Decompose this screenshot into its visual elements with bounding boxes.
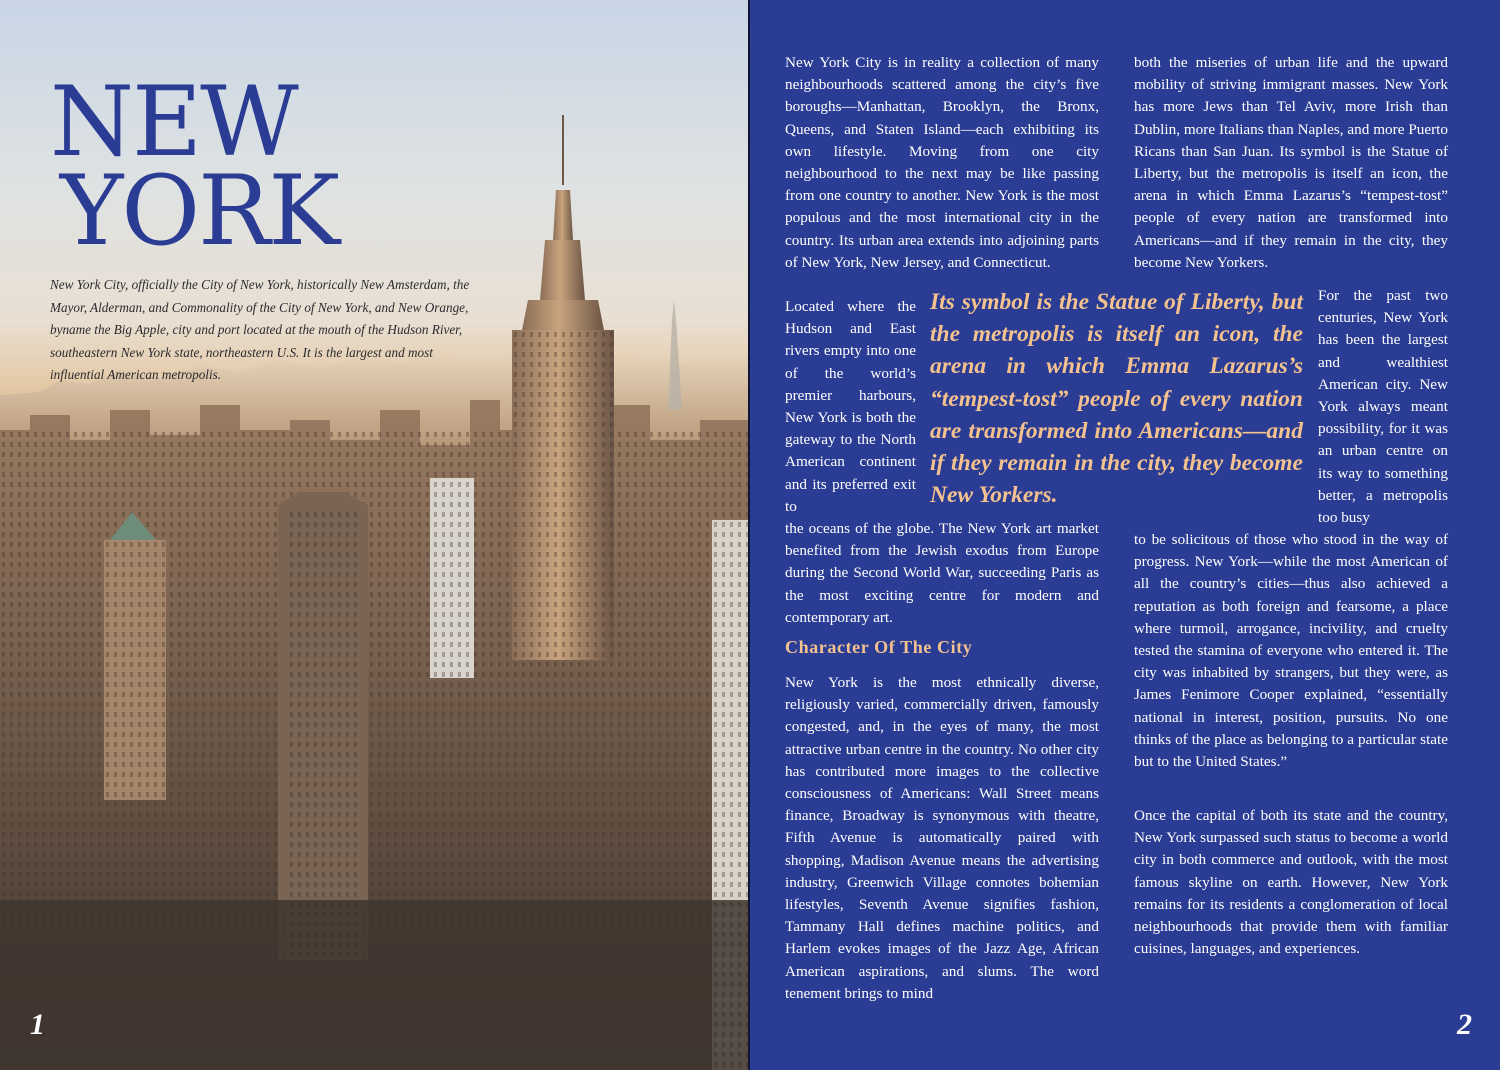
pull-quote: Its symbol is the Statue of Liberty, but the metropolis is itself an icon, the arena in which Emma Lazarus’s “tempest-tost” people of every nation are transformed into Americans—and if they remain in the city, they become New Yorkers.	[930, 289, 1303, 509]
column-2-wrap-paragraph: For the past two centuries, New York has been the largest and wealthiest American city. New York always meant possibility, for it was an urban centre on its way to something better, a metropolis too busy	[1318, 287, 1448, 527]
left-page	[0, 0, 748, 1070]
title-line-2: YORK	[60, 155, 339, 267]
page-number-right: 2	[1457, 1008, 1472, 1041]
section-heading: Character Of The City	[785, 637, 973, 657]
intro-paragraph: New York City, officially the City of New York, historically New Amsterdam, the Mayor, Alderman, and Commonality of the City of New York, and New Orange, byname the Big Apple, city and port located at the mouth of the Hudson River, southeastern New York state, northeastern U.S. It is the largest and most influential American metropolis.	[50, 277, 470, 382]
column-1-intro-paragraph: New York City is in reality a collection of many neighbourhoods scattered among the city’s five boroughs—Manhattan, Brooklyn, the Bronx, Queens, and Staten Island—each exhibiting its own lifestyle. Moving from one city neighbourhood to the next may be like passing from one country to another. New York is the most populous and the most international city in the country. Its urban area extends into adjoining parts of New York, New Jersey, and Connecticut.	[785, 54, 1099, 271]
column-2-closing-paragraph: Once the capital of both its state and the country, New York surpassed such status to become a world city in both commerce and outlook, with the most famous skyline on earth. However, New York remains for its residents a conglomeration of local neighbourhoods that provide them with familiar cuisines, languages, and experiences.	[1134, 807, 1448, 958]
section-body-paragraph: New York is the most ethnically diverse, religiously varied, commercially driven, famously congested, and, in the eyes of many, the most attractive urban centre in the country. No other city has contributed more images to the collective consciousness of Americans: Wall Street means finance, Broadway is synonymous with theatre, Fifth Avenue is automatically paired with shopping, Madison Avenue means the advertising industry, Greenwich Village connotes bohemian lifestyles, Seventh Avenue signifies fashion, Tammany Hall defines machine politics, and Harlem evokes images of the Jazz Age, African American aspirations, and slums. The word tenement brings to mind	[785, 674, 1099, 1002]
column-1-continuation: the oceans of the globe. The New York art market benefited from the Jewish exodus from Europe during the Second World War, succeeding Paris as the most exciting centre for modern and contemporary art.	[785, 520, 1099, 626]
page-number-left: 1	[30, 1008, 45, 1041]
title-line-1: NEW	[50, 66, 297, 178]
column-2-continuation: to be solicitous of those who stood in the way of progress. New York—while the most American of all the country’s cities—thus also achieved a reputation as both foreign and fearsome, a place where turmoil, arrogance, incivility, and cruelty tested the stamina of everyone who entered it. The city was inhabited by strangers, but they were, as James Fenimore Cooper explained, “essentially national in interest, position, pursuits. No one thinks of the place as belonging to a particular state but to the United States.”	[1134, 531, 1448, 771]
column-2-intro-paragraph: both the miseries of urban life and the upward mobility of striving immigrant masses. New York has more Jews than Tel Aviv, more Irish than Dublin, more Italians than Naples, and more Puerto Ricans than San Juan. Its symbol is the Statue of Liberty, but the metropolis is itself an icon, the arena in which Emma Lazarus’s “tempest-tost” people of every nation are transformed into Americans—and if they remain in the city, they become New Yorkers.	[1134, 54, 1448, 271]
right-page	[750, 0, 1500, 1070]
column-1-wrap-paragraph: Located where the Hudson and East rivers empty into one of the world’s premier harbours, New York is both the gateway to the North American continent and its preferred exit to	[785, 298, 916, 515]
